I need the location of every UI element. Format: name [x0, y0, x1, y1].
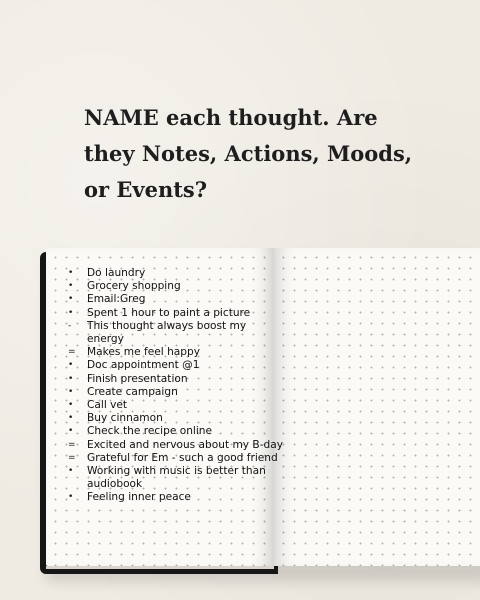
- journal-entry: [68, 439, 284, 452]
- entry-bullet: •: [68, 268, 74, 278]
- journal-entries: [68, 267, 284, 505]
- journal-entry: [68, 346, 284, 359]
- journal-entry: [68, 320, 284, 346]
- entry-bullet: •: [68, 466, 74, 477]
- entry-text: Makes me feel happy: [87, 346, 200, 359]
- journal-entry: [68, 412, 284, 425]
- journal-entry: [68, 293, 284, 306]
- entry-text: Feeling inner peace: [87, 491, 191, 504]
- journal-entry: [68, 399, 284, 412]
- entry-bullet: =: [68, 347, 76, 358]
- journal-entry: [68, 359, 284, 372]
- journal-entry: [68, 452, 284, 465]
- entry-text: Buy cinnamon: [87, 412, 163, 425]
- entry-bullet: •: [68, 281, 74, 292]
- entry-text: Working with music is better than audiobook: [87, 465, 266, 491]
- entry-bullet: •: [68, 492, 74, 503]
- entry-bullet: •: [68, 400, 74, 411]
- journal-entry: [68, 425, 284, 438]
- entry-bullet: •: [68, 413, 74, 424]
- entry-bullet: =: [68, 452, 76, 463]
- entry-bullet: =: [68, 439, 76, 450]
- journal-entry: [68, 267, 284, 280]
- entry-text: Excited and nervous about my B-day: [87, 438, 284, 451]
- entry-bullet: •: [68, 360, 74, 371]
- entry-text: This thought always boost my energy: [87, 319, 247, 346]
- entry-text: Grocery shopping: [87, 280, 181, 293]
- entry-text: Do laundry: [87, 267, 146, 279]
- journal-entry: [68, 280, 284, 293]
- entry-bullet: •: [68, 373, 74, 384]
- journal-entry: [68, 386, 284, 399]
- entry-text: Call vet: [87, 399, 128, 412]
- entry-bullet: •: [68, 426, 74, 437]
- entry-text: Doc appointment @1: [87, 359, 200, 372]
- entry-bullet: •: [68, 386, 74, 397]
- headline: [84, 100, 424, 208]
- entry-text: Finish presentation: [87, 372, 188, 385]
- entry-text: Email:Greg: [87, 293, 146, 306]
- headline-keyword: NAME: [84, 105, 159, 130]
- page-edge: [46, 566, 274, 569]
- entry-text: Check the recipe online: [87, 425, 213, 438]
- entry-bullet: -: [68, 320, 72, 331]
- journal-entry: [68, 465, 284, 491]
- right-page: [274, 248, 480, 566]
- entry-bullet: •: [68, 307, 74, 318]
- journal-entry: [68, 373, 284, 386]
- entry-bullet: •: [68, 294, 74, 305]
- entry-text: Spent 1 hour to paint a picture: [87, 306, 251, 319]
- entry-text: Grateful for Em - such a good friend: [87, 451, 278, 464]
- journal-entry: [68, 491, 284, 504]
- headline-text: each thought. Are they Notes, Actions, Moods, or Events?: [84, 105, 413, 202]
- entry-text: Create campaign: [87, 385, 178, 398]
- journal-entry: [68, 307, 284, 320]
